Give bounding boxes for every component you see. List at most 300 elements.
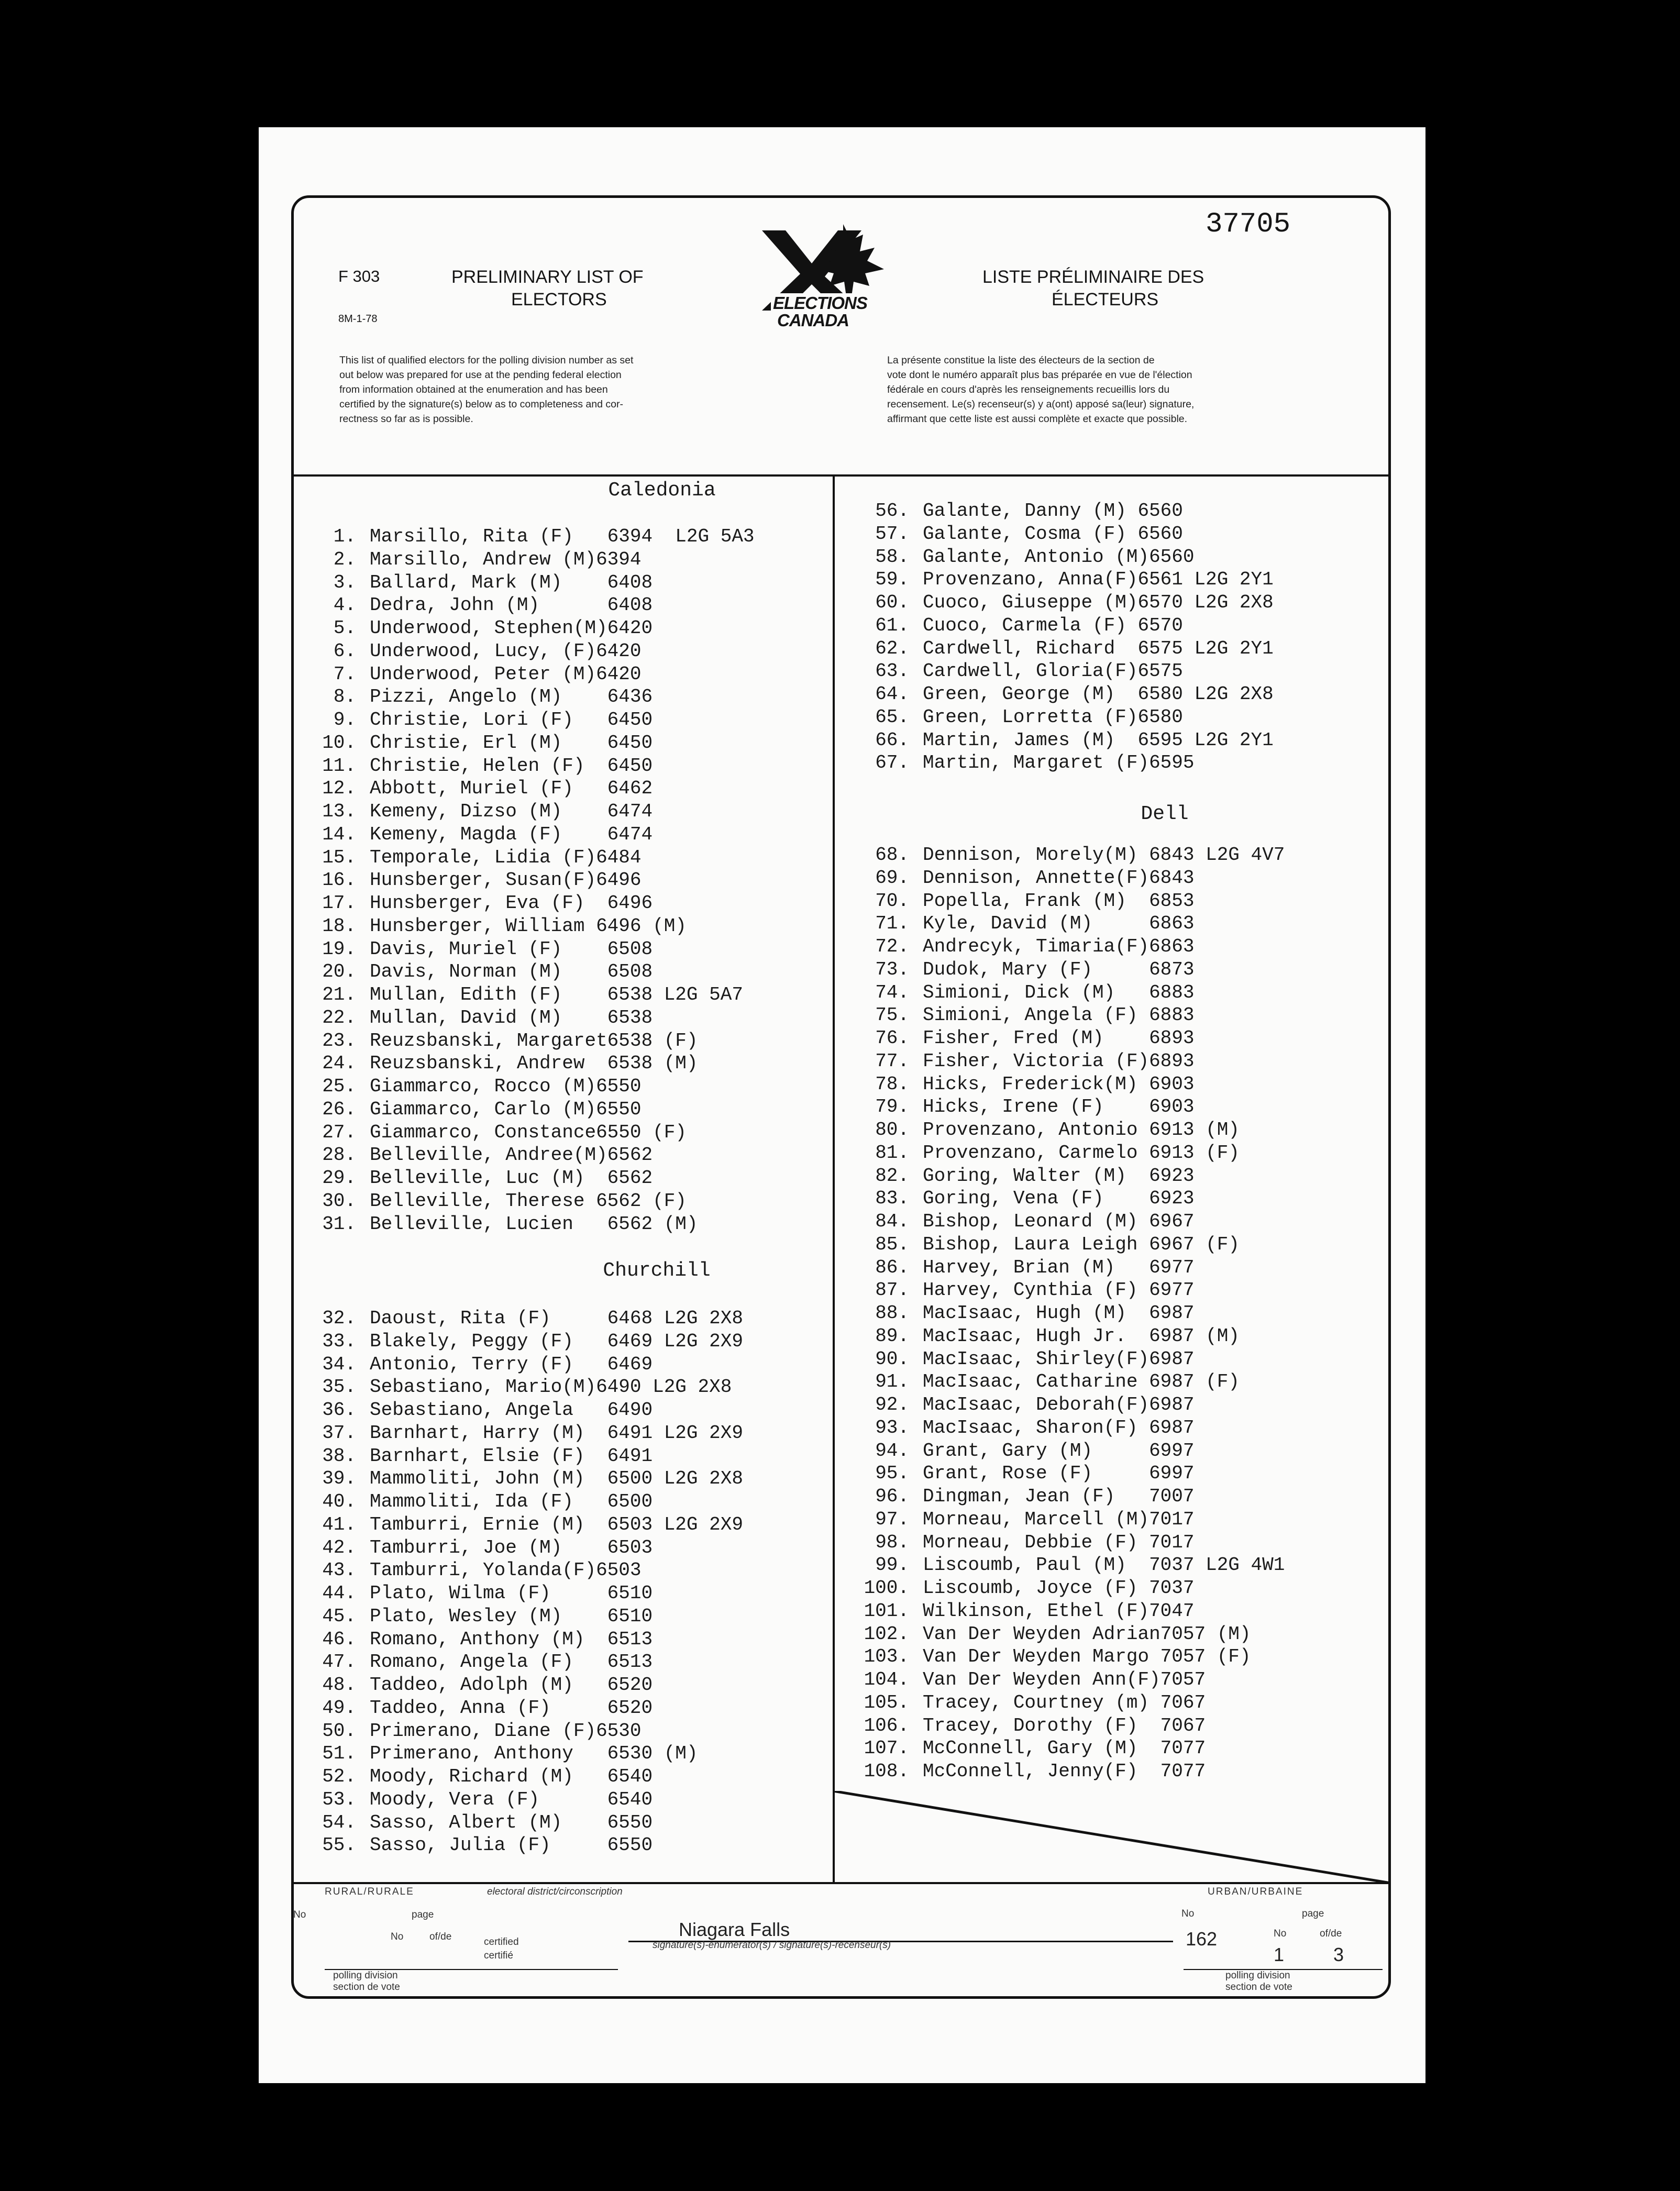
- elector-row: [322, 869, 642, 892]
- desc-fr-line: vote dont le numéro apparaît plus bas préparée en vue de l'élection: [887, 369, 1192, 381]
- desc-fr-line: recensement. Le(s) recenseur(s) y a(ont) apposé sa(leur) signature,: [887, 399, 1195, 410]
- elector-row: [875, 867, 1195, 890]
- elector-number: 34.: [322, 1353, 356, 1375]
- elector-entry: Tracey, Dorothy (F) 7067: [923, 1714, 1206, 1736]
- elector-row: [875, 1302, 1195, 1325]
- elector-row: [875, 1531, 1195, 1554]
- electoral-district-value: Niagara Falls: [679, 1919, 790, 1940]
- elector-row: [875, 981, 1195, 1004]
- elector-entry: Dennison, Annette(F)6843: [923, 867, 1195, 889]
- elector-row: [322, 892, 653, 915]
- elector-entry: Martin, Margaret (F)6595: [923, 752, 1195, 774]
- elector-entry: Underwood, Lucy, (F)6420: [370, 640, 642, 662]
- elector-entry: Green, George (M) 6580 L2G 2X8: [923, 683, 1274, 705]
- elector-row: [322, 1742, 698, 1765]
- elector-row: [875, 614, 1183, 637]
- elector-entry: Belleville, Lucien 6562 (M): [370, 1213, 698, 1235]
- elector-entry: Giammarco, Carlo (M)6550: [370, 1098, 642, 1120]
- elector-entry: Giammarco, Rocco (M)6550: [370, 1076, 642, 1097]
- elector-number: 94.: [875, 1440, 909, 1462]
- elector-number: 93.: [875, 1417, 909, 1438]
- elector-row: [322, 823, 653, 846]
- section-heading-caledonia: Caledonia: [608, 479, 716, 502]
- elector-row: [875, 1050, 1195, 1073]
- elector-row: [322, 1144, 653, 1167]
- elector-number: 87.: [875, 1279, 909, 1301]
- elector-row: [322, 1006, 653, 1030]
- elector-row: [875, 500, 1183, 523]
- elector-number: 14.: [322, 823, 356, 845]
- logo-elections-text: ELECTIONS: [771, 293, 869, 313]
- elector-row: [322, 1467, 743, 1490]
- elector-row: [322, 1075, 642, 1098]
- elector-row: [333, 548, 642, 571]
- elector-number: 81.: [875, 1142, 909, 1164]
- elector-row: [322, 1422, 743, 1445]
- elector-entry: Tamburri, Yolanda(F)6503: [370, 1559, 642, 1581]
- elector-number: 52.: [322, 1766, 356, 1787]
- elector-number: 70.: [875, 890, 909, 912]
- elector-entry: Plato, Wesley (M) 6510: [370, 1605, 653, 1627]
- elector-entry: MacIsaac, Shirley(F)6987: [923, 1348, 1195, 1370]
- elector-row: [875, 844, 1285, 867]
- logo-canada-text: CANADA: [777, 311, 849, 330]
- elector-number: 50.: [322, 1720, 356, 1742]
- elector-entry: Ballard, Mark (M) 6408: [370, 571, 653, 593]
- elector-number: 55.: [322, 1834, 356, 1856]
- elector-entry: Provenzano, Anna(F)6561 L2G 2Y1: [923, 569, 1274, 591]
- elector-entry: Christie, Lori (F) 6450: [370, 709, 653, 731]
- elector-row: [322, 1788, 653, 1811]
- elector-number: 83.: [875, 1188, 909, 1210]
- elector-entry: Van Der Weyden Adrian7057 (M): [923, 1623, 1251, 1645]
- elector-row: [322, 1536, 653, 1559]
- elector-number: 82.: [875, 1165, 909, 1187]
- elector-number: 40.: [322, 1491, 356, 1512]
- electoral-district-label: electoral district/circonscription: [487, 1886, 623, 1897]
- elector-row: [875, 1279, 1195, 1302]
- elector-number: 38.: [322, 1445, 356, 1467]
- elector-number: 92.: [875, 1394, 909, 1415]
- elector-row: [322, 1513, 743, 1536]
- elector-row: [875, 1233, 1240, 1256]
- certifie-label: certifié: [484, 1950, 513, 1961]
- of-label-left: of/de: [429, 1931, 452, 1942]
- elector-number: 105.: [864, 1691, 909, 1713]
- elector-row: [875, 958, 1195, 981]
- elector-entry: Sebastiano, Angela 6490: [370, 1399, 653, 1421]
- elector-row: [864, 1760, 1206, 1783]
- elector-row: [333, 709, 653, 732]
- elector-entry: Bishop, Leonard (M) 6967: [923, 1211, 1195, 1232]
- elector-entry: Pizzi, Angelo (M) 6436: [370, 686, 653, 708]
- elector-row: [864, 1645, 1251, 1668]
- elector-row: [875, 1393, 1195, 1417]
- elector-entry: Wilkinson, Ethel (F)7047: [923, 1600, 1195, 1622]
- elector-number: 72.: [875, 936, 909, 957]
- elector-row: [875, 568, 1274, 591]
- column-divider: [833, 474, 835, 1882]
- elector-entry: Mammoliti, Ida (F) 6500: [370, 1491, 653, 1512]
- urban-label: URBAN/URBAINE: [1208, 1886, 1303, 1897]
- elector-row: [322, 1052, 698, 1075]
- elector-row: [333, 640, 642, 663]
- page-label-right: page: [1302, 1908, 1324, 1919]
- elector-number: 47.: [322, 1651, 356, 1673]
- elector-number: 74.: [875, 981, 909, 1003]
- certified-label: certified: [484, 1937, 519, 1947]
- elector-row: [875, 890, 1195, 913]
- elector-entry: Sasso, Albert (M) 6550: [370, 1811, 653, 1833]
- elector-number: 54.: [322, 1811, 356, 1833]
- elector-row: [322, 938, 653, 961]
- elector-number: 106.: [864, 1714, 909, 1736]
- elector-number: 23.: [322, 1030, 356, 1052]
- elector-row: [322, 800, 653, 823]
- no-of-label-left: No: [391, 1931, 404, 1942]
- elector-number: 68.: [875, 844, 909, 866]
- title-fr-line1: LISTE PRÉLIMINAIRE DES: [982, 267, 1204, 287]
- elector-entry: Marsillo, Rita (F) 6394 L2G 5A3: [370, 526, 755, 547]
- elector-number: 63.: [875, 660, 909, 682]
- elector-entry: Hunsberger, William 6496 (M): [370, 915, 687, 937]
- form-number: F 303: [338, 267, 380, 285]
- elector-row: [875, 1370, 1240, 1393]
- elector-entry: Mullan, David (M) 6538: [370, 1006, 653, 1028]
- elector-row: [875, 1027, 1195, 1050]
- elector-entry: McConnell, Jenny(F) 7077: [923, 1761, 1206, 1782]
- elector-number: 16.: [322, 869, 356, 891]
- elector-entry: Marsillo, Andrew (M)6394: [370, 548, 642, 570]
- elector-entry: Mammoliti, John (M) 6500 L2G 2X8: [370, 1468, 743, 1490]
- elector-number: 44.: [322, 1583, 356, 1604]
- elector-number: 64.: [875, 683, 909, 705]
- elector-entry: Grant, Gary (M) 6997: [923, 1440, 1195, 1462]
- elector-number: 6.: [333, 640, 356, 662]
- elector-number: 3.: [333, 571, 356, 593]
- elector-row: [864, 1577, 1195, 1600]
- elector-row: [322, 1559, 642, 1582]
- no-of-label-right: No: [1274, 1928, 1287, 1939]
- elector-entry: Simioni, Angela (F) 6883: [923, 1004, 1195, 1026]
- elector-number: 79.: [875, 1096, 909, 1118]
- elector-row: [875, 523, 1183, 546]
- elector-number: 45.: [322, 1605, 356, 1627]
- elector-entry: Morneau, Debbie (F) 7017: [923, 1531, 1195, 1553]
- elector-entry: MacIsaac, Catharine 6987 (F): [923, 1371, 1240, 1393]
- elector-row: [333, 663, 642, 686]
- elector-number: 48.: [322, 1674, 356, 1696]
- elector-entry: Sebastiano, Mario(M)6490 L2G 2X8: [370, 1376, 732, 1398]
- elector-entry: Cardwell, Gloria(F)6575: [923, 660, 1183, 682]
- elector-entry: Plato, Wilma (F) 6510: [370, 1583, 653, 1604]
- rural-label: RURAL/RURALE: [325, 1886, 414, 1897]
- elector-number: 107.: [864, 1738, 909, 1760]
- elector-entry: Van Der Weyden Ann(F)7057: [923, 1669, 1206, 1690]
- elector-row: [875, 1073, 1195, 1096]
- elector-row: [864, 1691, 1206, 1714]
- elector-row: [875, 1554, 1285, 1577]
- elector-entry: Blakely, Peggy (F) 6469 L2G 2X9: [370, 1330, 743, 1352]
- elector-entry: Sasso, Julia (F) 6550: [370, 1834, 653, 1856]
- elector-entry: Tracey, Courtney (m) 7067: [923, 1691, 1206, 1713]
- elector-entry: Belleville, Therese 6562 (F): [370, 1190, 687, 1212]
- elector-entry: MacIsaac, Hugh (M) 6987: [923, 1302, 1195, 1324]
- desc-fr-line: La présente constitue la liste des électeurs de la section de: [887, 355, 1155, 366]
- elector-row: [875, 1165, 1195, 1188]
- elector-number: 30.: [322, 1190, 356, 1212]
- elector-entry: Cuoco, Carmela (F) 6570: [923, 614, 1183, 636]
- elector-entry: Primerano, Diane (F)6530: [370, 1720, 642, 1742]
- elector-number: 67.: [875, 752, 909, 774]
- elector-number: 17.: [322, 892, 356, 914]
- elector-number: 66.: [875, 729, 909, 751]
- elector-entry: Reuzsbanski, Margaret6538 (F): [370, 1030, 698, 1052]
- elector-entry: Provenzano, Carmelo 6913 (F): [923, 1142, 1240, 1164]
- elector-entry: McConnell, Gary (M) 7077: [923, 1738, 1206, 1760]
- elector-number: 86.: [875, 1256, 909, 1278]
- desc-en-line: out below was prepared for use at the pending federal election: [339, 369, 622, 381]
- elector-entry: Hunsberger, Eva (F) 6496: [370, 892, 653, 914]
- elector-row: [322, 846, 642, 869]
- elector-number: 36.: [322, 1399, 356, 1421]
- elector-number: 77.: [875, 1050, 909, 1072]
- elector-entry: Harvey, Cynthia (F) 6977: [923, 1279, 1195, 1301]
- elector-number: 5.: [333, 617, 356, 639]
- elector-number: 104.: [864, 1669, 909, 1690]
- section-vote-label-left: section de vote: [333, 1982, 400, 1993]
- elector-entry: Dudok, Mary (F) 6873: [923, 958, 1195, 980]
- elector-entry: Davis, Muriel (F) 6508: [370, 938, 653, 960]
- elector-entry: Galante, Danny (M) 6560: [923, 500, 1183, 522]
- elector-number: 108.: [864, 1761, 909, 1782]
- elector-number: 12.: [322, 778, 356, 800]
- elector-row: [875, 706, 1183, 729]
- elector-row: [875, 729, 1274, 752]
- description-en: [339, 353, 633, 426]
- elector-number: 59.: [875, 569, 909, 591]
- elector-number: 71.: [875, 913, 909, 935]
- elector-row: [322, 1674, 653, 1697]
- polling-division-number: 162: [1186, 1928, 1218, 1950]
- section-heading-dell: Dell: [1141, 803, 1189, 825]
- elector-entry: Christie, Helen (F) 6450: [370, 755, 653, 777]
- elector-entry: Goring, Vena (F) 6923: [923, 1188, 1195, 1210]
- elector-row: [322, 1490, 653, 1513]
- elector-entry: Underwood, Stephen(M)6420: [370, 617, 653, 639]
- desc-fr-line: fédérale en cours d'après les renseignements recueillis lors du: [887, 384, 1170, 395]
- section-heading-churchill: Churchill: [603, 1259, 711, 1282]
- elector-number: 4.: [333, 594, 356, 616]
- elector-entry: Primerano, Anthony 6530 (M): [370, 1743, 698, 1765]
- elector-entry: Galante, Cosma (F) 6560: [923, 523, 1183, 545]
- elector-row: [864, 1600, 1195, 1623]
- elector-row: [322, 1098, 642, 1121]
- elector-number: 69.: [875, 867, 909, 889]
- elector-entry: Mullan, Edith (F) 6538 L2G 5A7: [370, 984, 743, 1005]
- elector-row: [322, 1811, 653, 1834]
- elector-number: 78.: [875, 1073, 909, 1095]
- desc-en-line: certified by the signature(s) below as to completeness and cor-: [339, 399, 623, 410]
- elector-number: 9.: [333, 709, 356, 731]
- elector-number: 76.: [875, 1027, 909, 1049]
- elector-row: [322, 777, 653, 800]
- elector-row: [322, 1307, 743, 1330]
- elector-row: [875, 637, 1274, 660]
- elector-number: 102.: [864, 1623, 909, 1645]
- elector-row: [322, 755, 653, 778]
- of-label-right: of/de: [1320, 1928, 1342, 1939]
- elector-row: [864, 1668, 1206, 1691]
- title-fr-line2: ÉLECTEURS: [1052, 290, 1159, 309]
- description-fr: [887, 353, 1194, 426]
- elector-number: 97.: [875, 1508, 909, 1530]
- elector-entry: Underwood, Peter (M)6420: [370, 663, 642, 685]
- elector-row: [322, 915, 687, 938]
- elector-entry: Abbott, Muriel (F) 6462: [370, 778, 653, 800]
- elector-number: 89.: [875, 1325, 909, 1347]
- elector-entry: Belleville, Andree(M)6562: [370, 1144, 653, 1166]
- elector-entry: Reuzsbanski, Andrew 6538 (M): [370, 1053, 698, 1075]
- elector-row: [333, 571, 653, 594]
- page-number: 1: [1274, 1944, 1285, 1965]
- elector-entry: Green, Lorretta (F)6580: [923, 706, 1183, 728]
- section-vote-label-right: section de vote: [1225, 1982, 1292, 1993]
- elector-row: [322, 1628, 653, 1651]
- desc-en-line: rectness so far as is possible.: [339, 413, 473, 425]
- serial-number: 37705: [1206, 208, 1291, 240]
- elector-row: [322, 1605, 653, 1628]
- elector-number: 35.: [322, 1376, 356, 1398]
- elector-number: 27.: [322, 1121, 356, 1143]
- elector-entry: Cardwell, Richard 6575 L2G 2Y1: [923, 637, 1274, 659]
- elector-row: [322, 732, 653, 755]
- elector-row: [322, 1582, 653, 1605]
- elector-entry: Taddeo, Adolph (M) 6520: [370, 1674, 653, 1696]
- elector-row: [322, 1353, 653, 1376]
- elector-entry: Kyle, David (M) 6863: [923, 913, 1195, 935]
- elector-row: [875, 660, 1183, 683]
- elector-row: [864, 1714, 1206, 1738]
- elector-number: 53.: [322, 1788, 356, 1810]
- elector-row: [322, 1765, 653, 1788]
- page-total: 3: [1333, 1944, 1344, 1965]
- elector-number: 13.: [322, 801, 356, 822]
- elector-row: [875, 1325, 1240, 1348]
- elector-row: [322, 1834, 653, 1857]
- elector-number: 37.: [322, 1422, 356, 1444]
- elector-number: 73.: [875, 958, 909, 980]
- elector-row: [875, 751, 1195, 774]
- elector-row: [875, 935, 1195, 958]
- elector-number: 21.: [322, 984, 356, 1005]
- elector-row: [333, 594, 653, 617]
- elector-number: 58.: [875, 546, 909, 568]
- elector-entry: Dennison, Morely(M) 6843 L2G 4V7: [923, 844, 1285, 866]
- title-en-line2: ELECTORS: [511, 290, 607, 309]
- elector-row: [875, 1417, 1195, 1440]
- elector-row: [333, 525, 755, 548]
- elector-row: [333, 685, 653, 709]
- elector-number: 43.: [322, 1559, 356, 1581]
- elector-row: [322, 1121, 687, 1144]
- elector-entry: Belleville, Luc (M) 6562: [370, 1167, 653, 1189]
- form-date: 8M-1-78: [338, 313, 378, 325]
- elector-entry: Goring, Walter (M) 6923: [923, 1165, 1195, 1187]
- elector-number: 98.: [875, 1531, 909, 1553]
- elector-entry: Tamburri, Joe (M) 6503: [370, 1536, 653, 1558]
- elector-number: 7.: [333, 663, 356, 685]
- elector-row: [875, 1508, 1195, 1531]
- elector-number: 20.: [322, 961, 356, 983]
- elector-row: [322, 1376, 732, 1399]
- elector-entry: MacIsaac, Sharon(F) 6987: [923, 1417, 1195, 1438]
- page-label-left: page: [412, 1909, 434, 1920]
- elector-entry: Davis, Norman (M) 6508: [370, 961, 653, 983]
- elector-number: 1.: [333, 526, 356, 547]
- elector-row: [322, 1651, 653, 1674]
- elector-number: 80.: [875, 1119, 909, 1141]
- elector-entry: Moody, Vera (F) 6540: [370, 1788, 653, 1810]
- elector-entry: Christie, Erl (M) 6450: [370, 732, 653, 754]
- elector-row: [875, 1142, 1240, 1165]
- elector-entry: Fisher, Fred (M) 6893: [923, 1027, 1195, 1049]
- elector-entry: Hunsberger, Susan(F)6496: [370, 869, 642, 891]
- elector-entry: Hicks, Frederick(M) 6903: [923, 1073, 1195, 1095]
- elector-row: [322, 1167, 653, 1190]
- elector-row: [322, 1330, 743, 1353]
- elector-entry: Giammarco, Constance6550 (F): [370, 1121, 687, 1143]
- elector-number: 32.: [322, 1308, 356, 1329]
- elector-row: [875, 1348, 1195, 1371]
- elector-number: 29.: [322, 1167, 356, 1189]
- elector-number: 62.: [875, 637, 909, 659]
- title-en-line1: PRELIMINARY LIST OF: [451, 267, 644, 287]
- elector-number: 100.: [864, 1577, 909, 1599]
- elector-row: [875, 1485, 1195, 1508]
- elector-row: [864, 1623, 1251, 1646]
- elector-entry: Hicks, Irene (F) 6903: [923, 1096, 1195, 1118]
- signature-label: signature(s)-enumerator(s) / signature(s)-recenseur(s): [653, 1940, 891, 1951]
- elector-entry: Barnhart, Elsie (F) 6491: [370, 1445, 653, 1467]
- elector-number: 42.: [322, 1536, 356, 1558]
- elector-number: 90.: [875, 1348, 909, 1370]
- elector-entry: Dingman, Jean (F) 7007: [923, 1486, 1195, 1507]
- elector-number: 60.: [875, 592, 909, 613]
- elector-entry: Taddeo, Anna (F) 6520: [370, 1697, 653, 1719]
- elector-row: [875, 546, 1195, 569]
- header-divider: [292, 474, 1390, 477]
- elector-number: 31.: [322, 1213, 356, 1235]
- elector-row: [875, 1462, 1195, 1485]
- elector-number: 101.: [864, 1600, 909, 1622]
- desc-en-line: from information obtained at the enumeration and has been: [339, 384, 608, 395]
- elector-number: 24.: [322, 1053, 356, 1075]
- elector-entry: Romano, Anthony (M) 6513: [370, 1628, 653, 1650]
- elector-row: [875, 1096, 1195, 1119]
- elector-row: [875, 912, 1195, 935]
- elector-number: 91.: [875, 1371, 909, 1393]
- elector-entry: Popella, Frank (M) 6853: [923, 890, 1195, 912]
- elector-entry: Fisher, Victoria (F)6893: [923, 1050, 1195, 1072]
- elector-entry: Bishop, Laura Leigh 6967 (F): [923, 1233, 1240, 1255]
- elector-entry: Daoust, Rita (F) 6468 L2G 2X8: [370, 1308, 743, 1329]
- elector-row: [875, 1187, 1195, 1210]
- desc-en-line: This list of qualified electors for the polling division number as set: [339, 355, 634, 366]
- elector-entry: Antonio, Terry (F) 6469: [370, 1353, 653, 1375]
- elector-number: 56.: [875, 500, 909, 522]
- elector-number: 39.: [322, 1468, 356, 1490]
